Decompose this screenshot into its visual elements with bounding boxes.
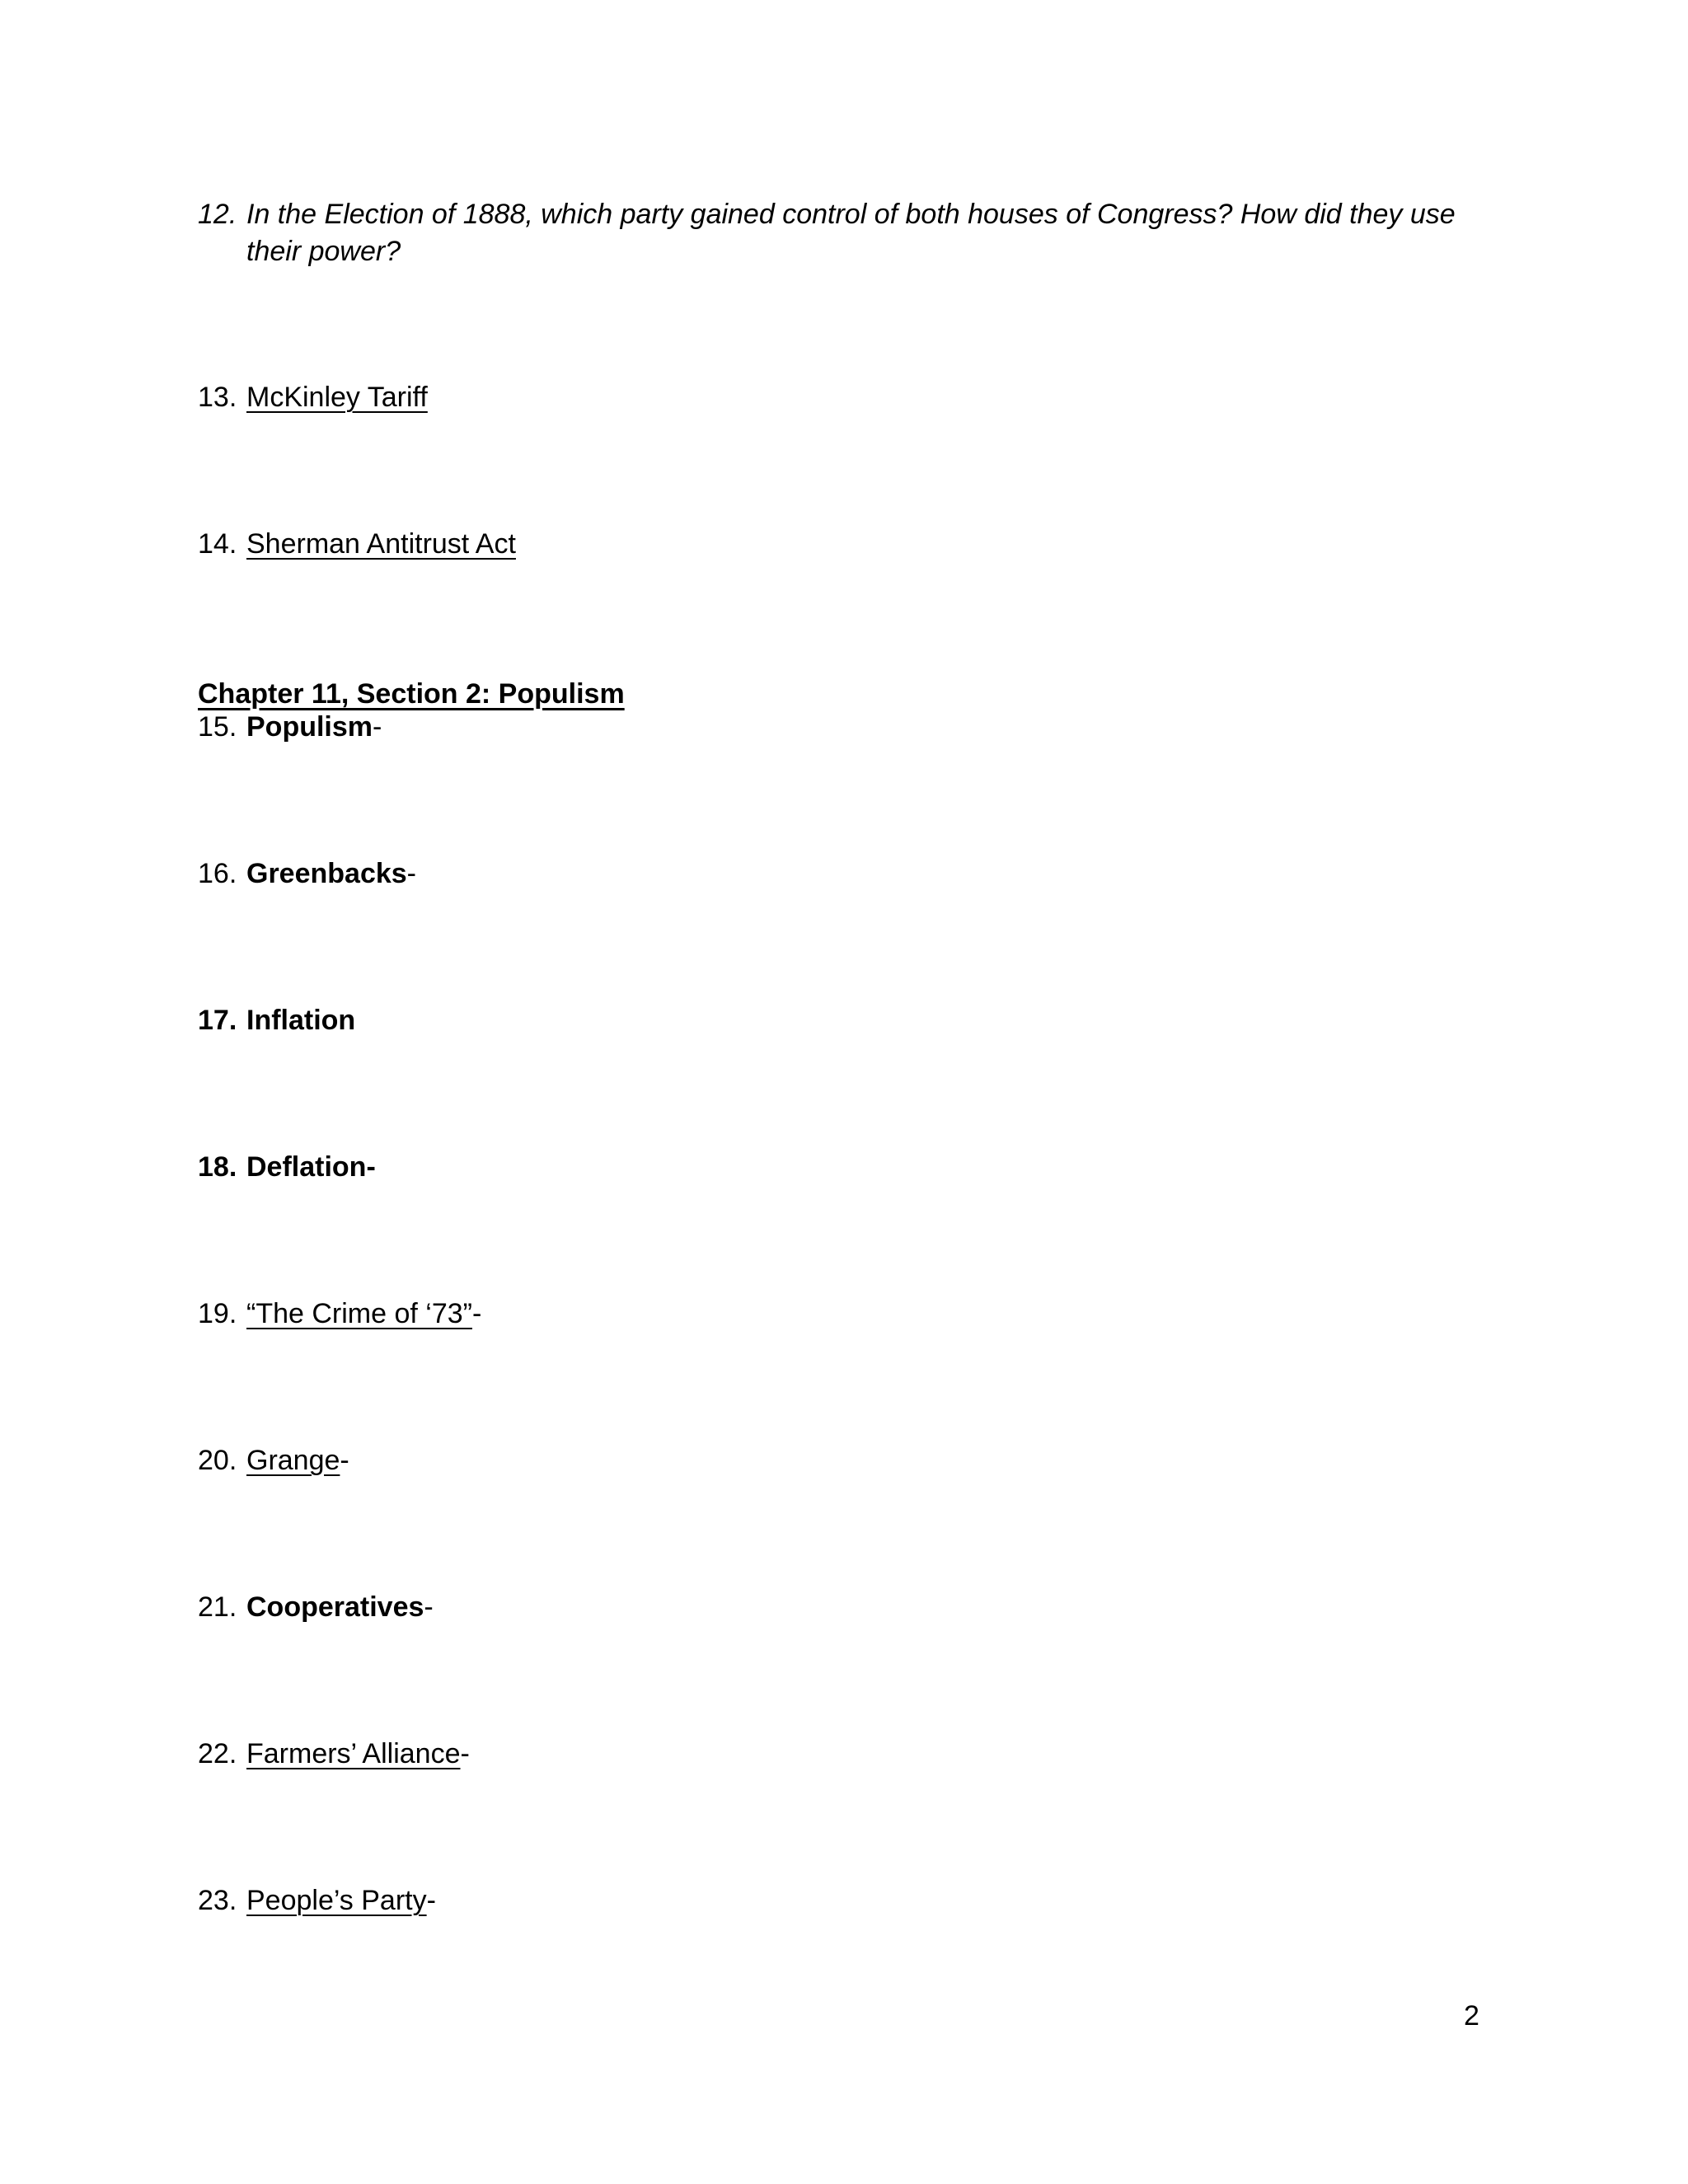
term-text: Sherman Antitrust Act bbox=[246, 528, 516, 560]
term-number: 22. bbox=[198, 1738, 237, 1769]
term-text: Greenbacks bbox=[246, 858, 407, 889]
term-text: Deflation- bbox=[246, 1151, 376, 1183]
term-number: 13. bbox=[198, 382, 237, 413]
term-suffix: - bbox=[340, 1445, 349, 1476]
term-number: 20. bbox=[198, 1445, 237, 1476]
term-number: 18. bbox=[198, 1151, 237, 1183]
question-text: In the Election of 1888, which party gained control of both houses of Congress? How did they use their power? bbox=[246, 199, 1456, 267]
question-number: 12. bbox=[198, 199, 237, 230]
term-text: “The Crime of ‘73” bbox=[246, 1298, 472, 1329]
term-text: Grange bbox=[246, 1445, 340, 1476]
term-number: 21. bbox=[198, 1591, 237, 1623]
term-text: Inflation bbox=[246, 1005, 356, 1036]
term-text: Farmers’ Alliance bbox=[246, 1738, 461, 1769]
term-suffix: - bbox=[426, 1885, 436, 1916]
term-number: 19. bbox=[198, 1298, 237, 1329]
term-text: Cooperatives bbox=[246, 1591, 424, 1623]
page-number: 2 bbox=[1464, 2000, 1479, 2032]
term-suffix: - bbox=[460, 1738, 470, 1769]
term-suffix: - bbox=[406, 858, 416, 889]
term-number: 15. bbox=[198, 711, 237, 743]
term-number: 14. bbox=[198, 528, 237, 560]
term-number: 23. bbox=[198, 1885, 237, 1916]
term-text: Populism bbox=[246, 711, 373, 743]
term-number: 16. bbox=[198, 858, 237, 889]
term-suffix: - bbox=[471, 1298, 482, 1329]
section-heading: Chapter 11, Section 2: Populism bbox=[198, 678, 625, 710]
term-number: 17. bbox=[198, 1005, 237, 1036]
term-text: McKinley Tariff bbox=[246, 382, 428, 413]
term-suffix: - bbox=[373, 711, 382, 743]
term-text: People’s Party bbox=[246, 1885, 427, 1916]
term-suffix: - bbox=[424, 1591, 434, 1623]
